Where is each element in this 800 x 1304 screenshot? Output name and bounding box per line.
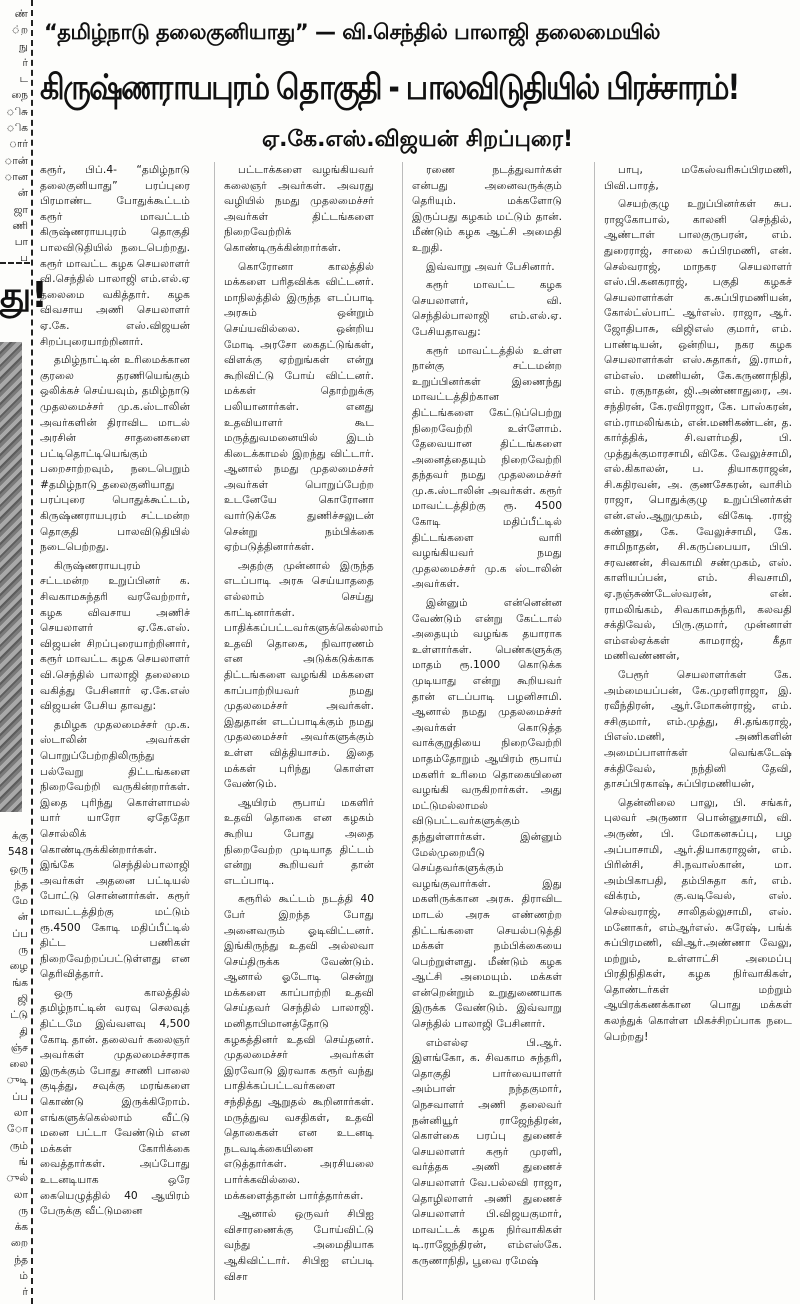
article-paragraph: தமிழ்நாட்டின் உரிமைக்கான குரலை தரணியெங்கும் ஒலிக்கச் செய்யவும், தமிழ்நாடு முதலமைச்சர் மு.க.ஸ்டாலின் அவர்களின் திராவிட மாடல் அரசின் சாதனைகளை பட்டிதொட்டியெங்கும் பறைசாற்றவும், நடைபெறும் #தமிழ்நாடு_தலைகுனியாது பரப்புரை பொதுக்கூட்டம், கிருஷ்ணராயபுரம் சட்டமன்ற தொகுதி பாலவிடுதியில் நடைபெற்றது.: [40, 353, 190, 554]
article-paragraph: பட்டாக்களை வழங்கியவர் கலைஞர் அவர்கள். அவரது வழியில் நமது முதலமைச்சர் அவர்கள் திட்டங்களை நிறைவேற்றிக் கொண்டிருக்கின்றார்கள்.: [224, 163, 374, 254]
neighbour-text-fragment: ரும்: [9, 1139, 28, 1152]
neighbour-text-fragment: க்க: [14, 1221, 28, 1234]
neighbour-text-fragment: ர்: [22, 1286, 28, 1299]
neighbour-text-fragment: பா: [14, 236, 28, 249]
neighbour-text-fragment: ம்: [19, 1270, 28, 1283]
neighbour-text-fragment: ஜி: [17, 992, 28, 1005]
article-paragraph: கரூரில் கூட்டம் நடத்தி 40 பேர் இறந்த போது அனைவரும் ஓடிவிட்டனர். இங்கிருந்து உதவி அல்லவா செய்திருக்க வேண்டும். ஆனால் ஓடோடி சென்று மக்களை காப்பாற்றி உதவி செய்தவர் செந்தில் பாலாஜி. மனிதாபிமானத்தோடு கழகத்தினர் உதவி செய்தனர். முதலமைச்சர் அவர்கள் இரவோடு இரவாக கரூர் வந்து பாதிக்கப்பட்டவர்களை சந்தித்து ஆறுதல் கூறினார்கள். மருத்துவ வசதிகள், உதவி தொகைகள் என உடனடி நடவடிக்கையினை எடுத்தார்கள். அரசியலை பார்க்கவில்லை. மக்களைத்தான் பார்த்தார்கள்.: [224, 892, 374, 1202]
neighbour-text-fragment: ிக: [6, 122, 28, 135]
neighbour-text-fragment: ன்: [17, 187, 28, 200]
article-column-1: [40, 162, 190, 1300]
article-paragraph: தமிழக முதலமைச்சர் மு.க. ஸ்டாலின் அவர்கள் பொறுப்பேற்றதிலிருந்து பல்வேறு திட்டங்களை நிறைவேற்றி வருகின்றார்கள். இதை புரிந்து கொள்ளாமல் யார் யாரோ ஏதேதோ சொல்லிக் கொண்டிருக்கின்றார்கள். இங்கே செந்தில்பாலாஜி அவர்கள் அதனை பட்டியல் போட்டு சொன்னார்கள். கரூர் மாவட்டத்திற்கு மட்டும் ரூ.4500 கோடி மதிப்பீட்டில் திட்ட பணிகள் நிறைவேற்றப்பட்டுள்ளது என தெரிவித்தார்.: [40, 717, 190, 981]
column-rule: [402, 162, 403, 1300]
article-paragraph: அதற்கு முன்னால் இருந்த எடப்பாடி அரசு செய்யாததை எல்லாம் செய்து காட்டினார்கள். பாதிக்கப்பட்டவர்களுக்கெல்லாம் உதவி தொகை, நிவாரணம் என அடுக்கடுக்காக திட்டங்களை வழங்கி மக்களை காப்பாற்றியவர் நமது முதலமைச்சர் அவர்கள். இதுதான் எடப்பாடிக்கும் நமது முதலமைச்சர் அவர்களுக்கும் உள்ள வித்தியாசம். இதை மக்கள் புரிந்து கொள்ள வேண்டும்.: [224, 558, 384, 791]
article-paragraph: இன்னும் என்னென்ன வேண்டும் என்று கேட்டால் அதையும் வழங்க தயாராக உள்ளார்கள். பெண்களுக்கு மாதம் ரூ.1000 கொடுக்க முடியாது என்று கூறியவர் தான் எடப்பாடி பழனிசாமி. ஆனால் நமது முதலமைச்சர் அவர்கள் கொடுத்த வாக்குறுதியை நிறைவேற்றி மாதம்தோறும் ஆயிரம் ரூபாய் மகளிர் உரிமை தொகையினை வழங்கி வருகிறார்கள். அது மட்டுமல்லாமல் விடுபட்டவர்களுக்கும் தந்துள்ளார்கள். இன்னும் மேல்முறையீடு செய்தவர்களுக்கும் வழங்குவார்கள். இது மகளிருக்கான அரசு. திராவிட மாடல் அரசு எண்ணற்ற திட்டங்களை செயல்படுத்தி மக்கள் நம்பிக்கையை பெற்றுள்ளது. மீண்டும் கழக ஆட்சி அமையும். மக்கள் என்றென்றும் உறுதுணையாக இருக்க வேண்டும். இவ்வாறு செந்தில் பாலாஜி பேசினார்.: [412, 596, 562, 1031]
neighbour-text-fragment: தி: [19, 1025, 28, 1038]
neighbour-article-strip: [0, 0, 48, 1304]
article-paragraph: பேரூர் செயலாளர்கள் கே. அம்மையப்பன், கே.முரளிராஜா, இ. ரவீந்திரன், ஆர்.மோகன்ராஜ், எம். சசிகுமார், எம்.முத்து, சி.தங்கராஜ், பிஎஸ்.மணி, அணிகளின் அமைப்பாளர்கள் வெங்கடேஷ் சக்திவேல், நந்தினி தேவி, தாசப்பிரகாஷ், சுப்பிரமணியன்,: [604, 668, 792, 791]
neighbour-text-fragment: ுடி: [6, 1074, 28, 1087]
neighbour-dashed-rule: [0, 262, 30, 264]
article-paragraph: கரூர், பிப்.4- “தமிழ்நாடு தலைகுனியாது” பரப்புரை பிரமாண்ட போதுக்கூட்டம் கரூர் மாவட்டம் கிருஷ்ணராயபுரம் தொகுதி பாலவிடுதியில் நடைபெற்றது. கரூர் மாவட்ட கழக செயலாளர் வி.செந்தில் பாலாஜி எம்.எல்.ஏ தலைமை வகித்தார். கழக விவசாய அணி செயலாளர் ஏ.கே. எஸ்.விஜயன் சிறப்புரையாற்றினார்.: [40, 163, 190, 348]
neighbour-text-fragment: ஜா: [13, 203, 28, 216]
neighbour-text-fragment: ான்: [4, 154, 28, 167]
article-paragraph: ரணை நடத்துவார்கள் என்பது அனைவருக்கும் தெரியும். மக்களோடு இருப்பது கழகம் மட்டும் தான். மீண்டும் கழக ஆட்சி அமைதி உறுதி.: [412, 163, 562, 254]
neighbour-text-fragment: ப்ப: [12, 1090, 28, 1103]
neighbour-text-fragment: ுல்: [5, 1172, 28, 1185]
neighbour-text-fragment: லா: [13, 1107, 28, 1120]
neighbour-text-fragment: ்ற: [11, 24, 28, 37]
article-column-2: [224, 162, 384, 1300]
neighbour-text-fragment: ஒரு: [9, 862, 28, 875]
neighbour-text-fragment: ங்: [18, 1155, 28, 1168]
article-paragraph: கிருஷ்ணராயபுரம் சட்டமன்ற உறுப்பினர் க. சிவகாமசுந்தரி வரவேற்றார், கழக விவசாய அணிச் செயலாளர் ஏ.கே.எஸ். விஜயன் சிறப்புரையாற்றினார், கரூர் மாவட்ட கழக செயலாளர் வி.செந்தில் பாலாஜி தலைமை வகித்து பேசினார் ஏ.கே.எஸ் விஜயன் பேசிய தாவது:: [40, 558, 190, 713]
article-paragraph: இவ்வாறு அவர் பேசினார்.: [426, 259, 555, 273]
neighbour-text-fragment: ரு: [18, 1204, 28, 1217]
neighbour-article-text-bottom: [4, 828, 28, 1301]
neighbour-text-fragment: ார்: [9, 138, 28, 151]
neighbour-text-fragment: ந்த: [14, 878, 28, 891]
neighbour-text-fragment: ண்: [14, 8, 28, 20]
column-rule: [594, 162, 595, 1300]
article-paragraph: செயற்குழு உறுப்பினர்கள் சுப. ராஜகோபால், காலனி செந்தில், ஆண்டாள் பாலகுருபரன், எம். துரைராஜ், சாலை சுப்பிரமணி, என். செல்வராஜ், மாநகர செயலாளர் எஸ்.பி.கனகராஜ், பகுதி கழகச் செயலாளர்கள் க.சுப்பிரமணியன், கோல்ட்ஸ்பாட் ஆர்எஸ். ராஜா, ஆர். ஜோதிபாசு, விஜிஎஸ் குமார், எம். பாண்டியன், ஒன்றிய, நகர கழக செயலாளர்கள் எஸ்.சுதாகர், இ.ராமர், எம்எஸ். மணியன், கே.கருணாநிதி, எம். ரகுநாதன், ஜி.அண்ணாதுரை, அ. சந்திரன், கே.ரவிராஜா, கே. பாஸ்கரன், எம்.ராமலிங்கம், என்.மணிகண்டன், த. கார்த்திக், சி.வளர்மதி, பி. முத்துக்குமாரசாமி, விகே. வேலுச்சாமி, எல்.கிகாலன், ப. தியாகராஜன், சி.கதிரவன், அ. குணசேகரன், வாசிம் ராஜா, பொதுக்குழு உறுப்பினர்கள் என்.எஸ்.ஆறுமுகம், விகேடி .ராஜ் கண்ணு, கே. வேலுச்சாமி, கே. சாமிநாதன், சி.கருப்பையா, பிபி. சரவணன், சிவகாமி சண்முகம், எஸ். காளியப்பன், எம். சிவசாமி, ஏ.நஞ்சுண்டேஸ்வரன், என். ராமலிங்கம், சிவகாமசுந்தரி, கலவதி சக்திவேல், பிரு.குமார், முன்னாள் எம்எல்ஏக்கள் காமராஜ், கீதா மணிவண்ணன்,: [604, 197, 792, 663]
neighbour-text-fragment: க்கு: [12, 830, 28, 842]
neighbour-text-fragment: ஞ்ச: [10, 1041, 28, 1054]
neighbour-text-fragment: மே: [12, 895, 28, 908]
article-paragraph: ஆயிரம் ரூபாய் மகளிர் உதவி தொகை என கழகம் கூறிய போது அதை நிறைவேற்ற முடியாத திட்டம் என்று கூறியவர் தான் எடப்பாடி.: [224, 795, 374, 887]
kicker-headline: “தமிழ்நாடு தலைகுனியாது” — வி.செந்தில் பாலாஜி தலைமையில்: [44, 20, 660, 44]
neighbour-text-fragment: ன்: [17, 911, 28, 924]
neighbour-text-fragment: 548: [7, 846, 28, 859]
neighbour-text-fragment: ந்த: [14, 1253, 28, 1266]
neighbour-text-fragment: நை: [11, 89, 28, 102]
article-paragraph: ஒரு காலத்தில் தமிழ்நாட்டின் வரவு செலவுத் திட்டமே இவ்வளவு 4,500 கோடி தான். தலைவர் கலைஞர் அவர்கள் முதலமைச்சராக இருக்கும் போது சாணி பாலை குடித்து, சவுக்கு மரங்களை கொண்டு இருக்கிறோம். எங்களுக்கெல்லாம் வீட்டு மனை பட்டா வேண்டும் என மக்கள் கோரிக்கை வைத்தார்கள். அப்போது உடனடியாக ஒரே கையெழுத்தில் 40 ஆயிரம் பேருக்கு வீட்டுமனை: [40, 985, 190, 1218]
article-paragraph: ஆனால் ஒருவர் சிபிஐ விசாரணைக்கு போய்விட்டு வந்து அமைதியாக ஆகிவிட்டார். சிபிஐ எப்படி விசா: [224, 1207, 374, 1283]
column-divider-dashed: [31, 0, 33, 1304]
neighbour-article-text-top: [4, 6, 28, 267]
neighbour-text-fragment: ர்: [22, 56, 28, 69]
neighbour-text-fragment: ழை: [9, 960, 28, 973]
neighbour-text-fragment: ோ: [7, 1123, 28, 1136]
main-headline: கிருஷ்ணராயபுரம் தொகுதி - பாலவிடுதியில் பிரச்சாரம்!: [40, 68, 739, 108]
neighbour-text-fragment: ப்ப: [12, 927, 28, 940]
neighbour-text-fragment: லை: [9, 1058, 28, 1071]
neighbour-text-fragment: லா: [13, 1188, 28, 1201]
article-paragraph: தென்னிலை பாலு, பி. சங்கர், புலவர் அருணா பொன்னுசாமி, வி. அருண், பி. மோகனசுப்பு, பழ அப்பாசாமி, ஆர்.தியாகராஜன், எம். பிரின்சி, சி.நவாஸ்கான், மா. அம்பிகாபதி, தம்பிசுதா கர், எம். விக்ரம், கு.வடிவேல், எஸ். செல்வராஜ், சாலிதல்லுசாமி, எஸ். மனோகர், எம்ஆர்எஸ். சுரேஷ், பங்க் சுப்பிரமணி, விஆர்.அண்ணா வேலு, மற்றும், உள்ளாட்சி அமைப்பு பிரதிநிதிகள், கழக நிர்வாகிகள், தொண்டர்கள் மற்றும் ஆயிரக்கணக்கான பொது மக்கள் கலந்துக் கொள்ள மிகச்சிறப்பாக நடை பெற்றது!: [604, 795, 792, 1043]
neighbour-text-fragment: ட: [19, 73, 28, 86]
article-paragraph: எம்எல்ஏ பி.ஆர். இளங்கோ, க. சிவகாம சுந்தரி, தொகுதி பார்வையாளர் அம்பாள் நந்தகுமார், நெசவாளர் அணி தலைவர் நன்னியூர் ராஜேந்திரன், கொள்கை பரப்பு துணைச் செயலாளர் கரூர் முரளி, வர்த்தக அணி துணைச் செயலாளர் வே.பல்லவி ராஜா, தொழிலாளர் அணி துணைச் செயலாளர் பி.விஜயகுமார், மாவட்டக் கழக நிர்வாகிகள் டி.ராஜேந்திரன், எம்எஸ்கே. கருணாநிதி, பூவை ரமேஷ்: [412, 1035, 562, 1267]
article-paragraph: கொரோனா காலத்தில் மக்களை பரிதவிக்க விட்டனர். மாநிலத்தில் இருந்த எடப்பாடி அரசும் ஒன்றும் செய்யவில்லை. ஒன்றிய மோடி அரசோ கைதட்டுங்கள், விளக்கு ஏற்றுங்கள் என்று கூறிவிட்டு போய் விட்டனர். மக்கள் தொற்றுக்கு பலியானார்கள். எனது உதவியாளர் கூட மருத்துவமனையில் இடம் கிடைக்காமல் இறந்து விட்டார். ஆனால் நமது முதலமைச்சர் அவர்கள் பொறுப்பேற்ற உடனேயே கொரோனா வார்டுக்கே துணிச்சலுடன் சென்று நம்பிக்கை ஏற்படுத்தினார்கள்.: [224, 259, 374, 554]
article-column-3: [412, 162, 562, 1300]
article-column-4: [604, 162, 792, 1300]
neighbour-photo: [0, 342, 22, 812]
neighbour-headline-fragment: து!: [0, 275, 48, 316]
neighbour-text-fragment: ட்டு: [10, 1009, 28, 1022]
column-rule: [214, 162, 215, 1300]
neighbour-text-fragment: ான: [4, 170, 28, 183]
article-paragraph: கரூர் மாவட்ட கழக செயலாளர், வி. செந்தில்பாலாஜி எம்.எல்.ஏ. பேசியதாவது:: [412, 278, 562, 338]
neighbour-text-fragment: நு: [18, 40, 28, 53]
article-paragraph: கரூர் மாவட்டத்தில் உள்ள நான்கு சட்டமன்ற உறுப்பினர்கள் இணைந்து மாவட்டத்திற்கான திட்டங்களை கேட்டுப்பெற்று நிறைவேற்றி உள்ளோம். தேவையான திட்டங்களை அனைத்தையும் நிறைவேற்றி தந்தவர் நமது முதலமைச்சர் மு.க.ஸ்டாலின் அவர்கள். கரூர் மாவட்டத்திற்கு ரூ. 4500 கோடி மதிப்பீட்டில் திட்டங்களை வாரி வழங்கியவர் நமது முதலமைச்சர் மு.க ஸ்டாலின் அவர்கள்.: [412, 343, 562, 591]
neighbour-text-fragment: ரு: [18, 944, 28, 957]
neighbour-text-fragment: றை: [10, 1237, 28, 1250]
neighbour-text-fragment: ங்க: [12, 976, 28, 989]
neighbour-text-fragment: ப: [20, 252, 28, 265]
sub-headline: ஏ.கே.எஸ்.விஜயன் சிறப்புரை!: [261, 127, 574, 152]
neighbour-text-fragment: ிசு: [6, 105, 28, 118]
neighbour-text-fragment: ணி: [12, 219, 28, 232]
article-paragraph: பாபு, மகேஸ்வரிசுப்பிரமணி, பிவி.பாரத்,: [604, 163, 792, 192]
